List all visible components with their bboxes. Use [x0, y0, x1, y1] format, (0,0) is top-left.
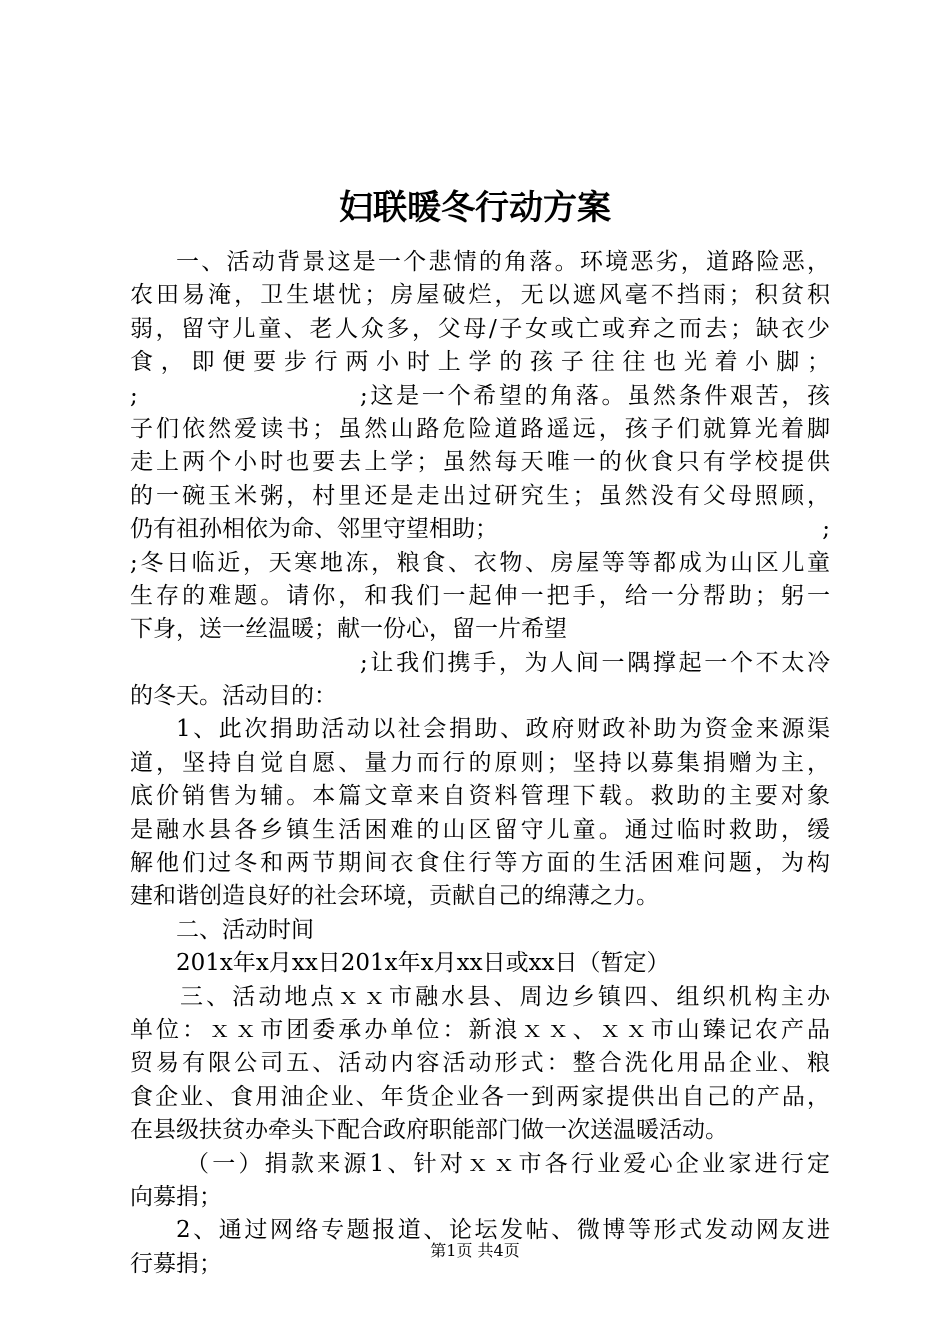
body-line: 行募捐； — [130, 1250, 222, 1277]
body-line: 走上两个小时也要去上学；虽然每天唯一的伙食只有学校提供 — [130, 449, 830, 476]
body-line: 一、活动背景这是一个悲情的角落。环境恶劣，道路险恶， — [176, 249, 830, 275]
body-line: 是融水县各乡镇生活困难的山区留守儿童。通过临时救助，缓 — [130, 816, 830, 843]
body-line: 三、活动地点ｘｘ市融水县、周边乡镇四、组织机构主办 — [180, 983, 830, 1010]
body-line: 建和谐创造良好的社会环境，贡献自己的绵薄之力。 — [130, 883, 659, 910]
body-line: ;冬日临近，天寒地冻，粮食、衣物、房屋等等都成为山区儿童 — [130, 549, 830, 576]
body-line: 下身，送一丝温暖；献一份心，留一片希望 — [130, 616, 567, 643]
body-line: 子们依然爱读书；虽然山路危险道路遥远，孩子们就算光着脚 — [130, 415, 830, 442]
body-line: 的冬天。活动目的： — [130, 683, 337, 710]
body-line-composite — [130, 513, 830, 546]
body-line: 道，坚持自觉自愿、量力而行的原则；坚持以募集捐赠为主， — [130, 749, 830, 776]
body-line: 201x年x月xx日201x年x月xx日或xx日（暂定） — [176, 950, 670, 977]
body-line: 底价销售为辅。本篇文章来自资料管理下载。救助的主要对象 — [130, 783, 830, 810]
body-line: 生存的难题。请你，和我们一起伸一把手，给一分帮助；躬一 — [130, 582, 830, 609]
body-line: 向募捐； — [130, 1183, 222, 1210]
document-body — [130, 246, 830, 1281]
body-line-composite — [130, 380, 830, 413]
body-line: 弱，留守儿童、老人众多，父母/子女或亡或弃之而去；缺衣少 — [130, 315, 830, 342]
body-line: 贸易有限公司五、活动内容活动形式：整合洗化用品企业、粮 — [130, 1050, 830, 1077]
body-line: 食，即便要步行两小时上学的孩子往往也光着小脚； — [130, 349, 830, 376]
body-line-fragment: ;这是一个希望的角落。虽然条件艰苦，孩 — [360, 382, 830, 409]
body-line: 食企业、食用油企业、年货企业各一到两家提供出自己的产品， — [130, 1083, 830, 1110]
body-line: 单位：ｘｘ市团委承办单位：新浪ｘｘ、ｘｘ市山臻记农产品 — [130, 1016, 830, 1043]
body-line: 1、此次捐助活动以社会捐助、政府财政补助为资金来源渠 — [176, 716, 830, 743]
body-line: ;让我们携手，为人间一隅撑起一个不太冷 — [360, 649, 830, 676]
document-title: 妇联暖冬行动方案 — [339, 188, 611, 228]
body-line: 解他们过冬和两节期间衣食住行等方面的生活困难问题，为构 — [130, 850, 830, 877]
body-line: 2、通过网络专题报道、论坛发帖、微博等形式发动网友进 — [176, 1217, 830, 1244]
body-line: 在县级扶贫办牵头下配合政府职能部门做一次送温暖活动。 — [130, 1117, 728, 1144]
body-line: （一）捐款来源1、针对ｘｘ市各行业爱心企业家进行定 — [186, 1150, 830, 1177]
page-footer: 第1页 共4页 — [430, 1241, 520, 1260]
body-line: 的一碗玉米粥，村里还是走出过研究生；虽然没有父母照顾， — [130, 482, 830, 509]
body-line-fragment: ; — [822, 516, 830, 543]
body-line-fragment: ; — [130, 382, 138, 409]
body-line: 农田易淹，卫生堪忧；房屋破烂，无以遮风毫不挡雨；积贫积 — [130, 282, 830, 309]
body-line: 二、活动时间 — [176, 916, 314, 943]
body-line-fragment: 仍有祖孙相依为命、邻里守望相助； — [130, 516, 498, 543]
